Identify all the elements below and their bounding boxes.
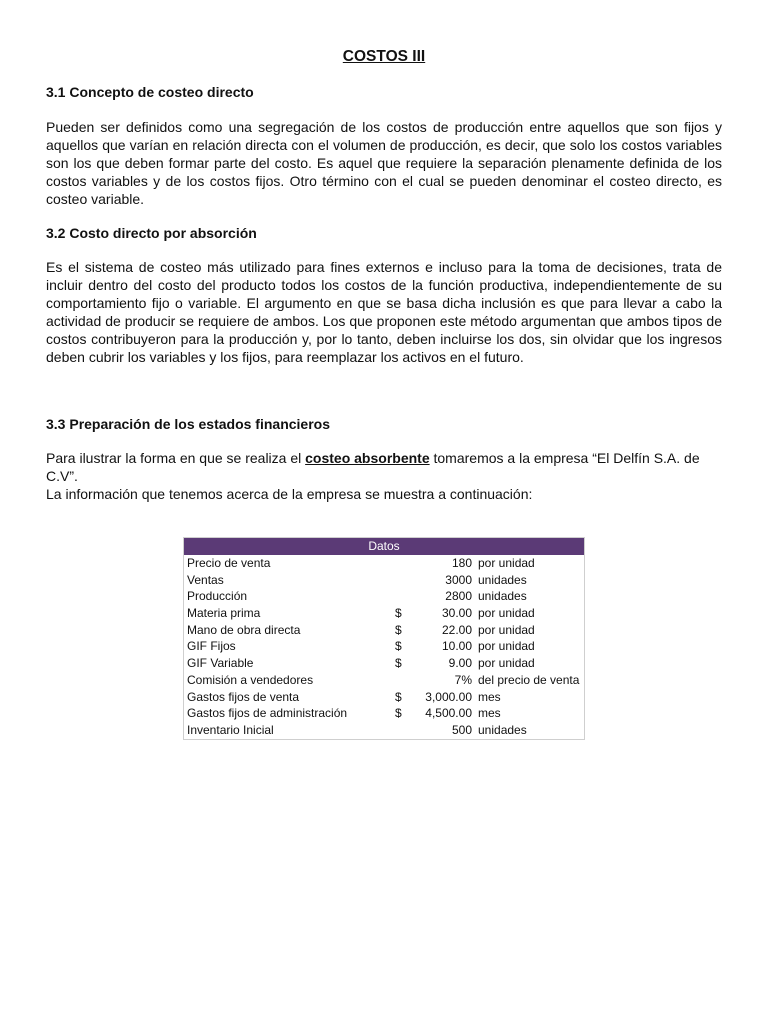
row-currency: $ (395, 606, 402, 621)
section-3-3-intro-2: La información que tenemos acerca de la empresa se muestra a continuación: (46, 486, 533, 502)
table-row (184, 655, 584, 672)
datos-table-body (184, 555, 584, 739)
row-value: 3000 (445, 572, 472, 587)
row-label: Gastos fijos de administración (187, 706, 348, 721)
row-value: 9.00 (448, 656, 472, 671)
intro-text-end: tomaremos a la empresa “El Delfín S.A. de C.V”. (46, 450, 700, 484)
row-currency: $ (395, 706, 402, 721)
row-label: Comisión a vendedores (187, 672, 314, 687)
table-row (184, 672, 584, 689)
row-label: Materia prima (187, 606, 261, 621)
row-value: 2800 (445, 589, 472, 604)
row-currency: $ (395, 639, 402, 654)
datos-table (183, 537, 585, 740)
row-value: 22.00 (441, 622, 472, 637)
row-unit: unidades (478, 722, 527, 737)
section-3-2-heading: 3.2 Costo directo por absorción (46, 225, 257, 241)
row-value: 4,500.00 (425, 706, 472, 721)
row-unit: por unidad (478, 622, 535, 637)
section-3-3-heading: 3.3 Preparación de los estados financieros (46, 416, 330, 432)
row-label: Mano de obra directa (187, 622, 301, 637)
section-3-2-body: Es el sistema de costeo más utilizado para fines externos e incluso para la toma de decisiones, trata de incluir dentro del costo del producto todos los costos de la función productiva, independientemente de su comportamiento fijo o variable. El argumento en que se basa dicha inclusión es que para llevar a cabo la actividad de producir se requiere de ambos. Los que proponen este método argumentan que ambos tipos de costos contribuyeron para la producción y, por lo tanto, deben incluirse los dos, sin olvidar que los ingresos deben cubrir los variables y los fijos, para reemplazar los activos en el futuro. (46, 259, 722, 365)
costeo-absorbente-emphasis: costeo absorbente (305, 450, 430, 466)
page-title: COSTOS III (342, 48, 426, 65)
table-row (184, 638, 584, 655)
row-label: Inventario Inicial (187, 722, 274, 737)
row-value: 500 (451, 722, 472, 737)
row-unit: mes (478, 689, 501, 704)
section-3-1-heading: 3.1 Concepto de costeo directo (46, 84, 254, 100)
row-unit: por unidad (478, 639, 535, 654)
intro-text-start: Para ilustrar la forma en que se realiza el (46, 450, 306, 466)
row-value: 30.00 (441, 606, 472, 621)
table-row (184, 555, 584, 572)
row-unit: unidades (478, 572, 527, 587)
row-label: GIF Fijos (187, 639, 236, 654)
table-row (184, 689, 584, 706)
row-label: Producción (187, 589, 248, 604)
row-currency: $ (395, 689, 402, 704)
row-unit: por unidad (478, 656, 535, 671)
row-currency: $ (395, 622, 402, 637)
section-3-1-body: Pueden ser definidos como una segregación de los costos de producción entre aquellos que son fijos y aquellos que varían en relación directa con el volumen de producción, es decir, que solo los costos variables son los que deben formar parte del costo. Es aquel que requiere la separación plenamente definida de los costos variables y de los costos fijos. Otro término con el cual se pueden denominar el costeo directo, es costeo variable. (46, 119, 722, 207)
table-row (184, 705, 584, 722)
table-row (184, 605, 584, 622)
row-unit: unidades (478, 589, 527, 604)
table-row (184, 722, 584, 739)
row-unit: por unidad (478, 556, 535, 570)
row-currency: $ (395, 656, 402, 671)
row-value: 10.00 (441, 639, 472, 654)
row-unit: del precio de venta (478, 672, 580, 687)
datos-table-header: Datos (184, 538, 584, 555)
row-value: 180 (451, 556, 472, 570)
row-value: 3,000.00 (425, 689, 472, 704)
row-label: Ventas (187, 572, 224, 587)
row-value: 7% (454, 672, 472, 687)
row-label: Precio de venta (187, 556, 271, 570)
table-row (184, 572, 584, 589)
row-unit: por unidad (478, 606, 535, 621)
table-row (184, 588, 584, 605)
row-label: GIF Variable (187, 656, 254, 671)
row-label: Gastos fijos de venta (187, 689, 300, 704)
row-unit: mes (478, 706, 501, 721)
section-3-3-intro (46, 449, 722, 485)
table-row (184, 622, 584, 639)
